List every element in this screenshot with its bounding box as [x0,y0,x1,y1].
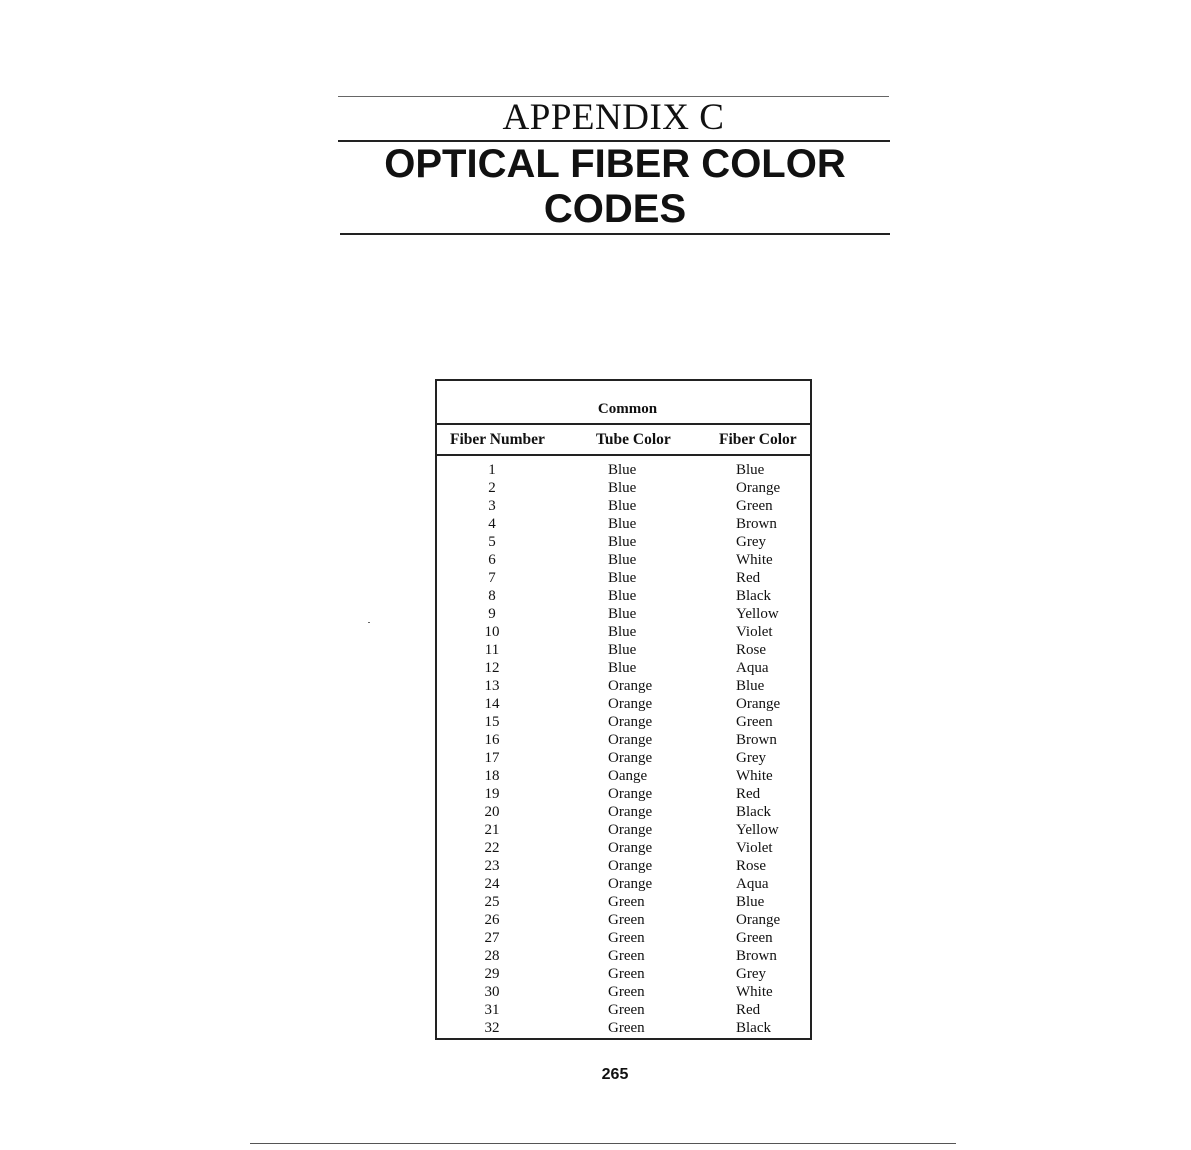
table-row [437,515,810,533]
tube-color-cell: Green [608,1002,645,1018]
fiber-number-cell: 18 [484,768,500,784]
fiber-number-cell: 15 [484,714,500,730]
table-row [437,497,810,515]
tube-color-cell: Blue [608,552,637,568]
table-row [437,551,810,569]
fiber-number-cell: 4 [488,516,496,532]
fiber-color-cell: Rose [736,858,766,874]
table-row [437,803,810,821]
fiber-number-cell: 17 [484,750,500,766]
fiber-color-cell: Orange [736,912,781,928]
tube-color-cell: Blue [608,606,637,622]
tube-color-cell: Green [608,1020,645,1036]
table-row [437,1001,810,1019]
fiber-number-cell: 9 [488,606,496,622]
fiber-color-cell: White [736,768,773,784]
fiber-number-cell: 11 [484,642,500,658]
table-row [437,731,810,749]
table-row [437,821,810,839]
fiber-number-cell: 19 [484,786,500,802]
fiber-number-cell: 23 [484,858,500,874]
tube-color-cell: Green [608,984,645,1000]
fiber-number-cell: 32 [484,1020,500,1036]
fiber-color-cell: Green [736,498,773,514]
header-rule [437,423,810,425]
tube-color-cell: Orange [608,840,653,856]
tube-color-cell: Blue [608,660,637,676]
group-header-common: Common [597,401,658,417]
table-row [437,605,810,623]
fiber-color-cell: Yellow [736,822,779,838]
fiber-number-cell: 31 [484,1002,500,1018]
tube-color-cell: Green [608,930,645,946]
fiber-number-cell: 8 [488,588,496,604]
tube-color-cell: Orange [608,732,653,748]
fiber-color-cell: Red [736,786,761,802]
tube-color-cell: Orange [608,786,653,802]
tube-color-cell: Orange [608,696,653,712]
fiber-number-cell: 1 [488,462,496,478]
fiber-color-cell: Brown [736,948,777,964]
table-row [437,929,810,947]
fiber-number-cell: 16 [484,732,500,748]
fiber-color-cell: Black [736,1020,771,1036]
fiber-color-cell: White [736,984,773,1000]
color-code-table [435,379,812,1040]
table-row [437,911,810,929]
tube-color-cell: Blue [608,642,637,658]
tube-color-cell: Blue [608,498,637,514]
table-row [437,893,810,911]
fiber-color-cell: Grey [736,750,766,766]
fiber-color-cell: Yellow [736,606,779,622]
fiber-number-cell: 14 [484,696,500,712]
table-row [437,461,810,479]
fiber-number-cell: 30 [484,984,500,1000]
fiber-color-cell: Orange [736,480,781,496]
fiber-number-cell: 29 [484,966,500,982]
fiber-color-cell: White [736,552,773,568]
tube-color-cell: Blue [608,588,637,604]
fiber-number-cell: 26 [484,912,500,928]
column-header-fiber-number: Fiber Number [450,431,545,448]
fiber-number-cell: 27 [484,930,500,946]
fiber-color-cell: Brown [736,516,777,532]
fiber-color-cell: Blue [736,894,765,910]
tube-color-cell: Blue [608,480,637,496]
tube-color-cell: Green [608,948,645,964]
fiber-color-cell: Black [736,804,771,820]
table-row [437,641,810,659]
tube-color-cell: Blue [608,516,637,532]
table-row [437,875,810,893]
fiber-number-cell: 3 [488,498,496,514]
table-row [437,623,810,641]
table-row [437,749,810,767]
fiber-number-cell: 10 [484,624,500,640]
table-row [437,677,810,695]
fiber-number-cell: 24 [484,876,500,892]
fiber-color-cell: Blue [736,462,765,478]
table-row [437,569,810,587]
column-header-tube-color: Tube Color [596,431,671,448]
table-row [437,947,810,965]
table-row [437,695,810,713]
fiber-color-cell: Red [736,570,761,586]
tube-color-cell: Orange [608,858,653,874]
title-bottom-rule [340,233,890,235]
column-header-fiber-color: Fiber Color [719,431,797,448]
fiber-color-cell: Grey [736,534,766,550]
tube-color-cell: Green [608,966,645,982]
fiber-color-cell: Brown [736,732,777,748]
tube-color-cell: Blue [608,624,637,640]
fiber-color-cell: Rose [736,642,766,658]
fiber-color-cell: Aqua [736,660,769,676]
tube-color-cell: Oange [608,768,648,784]
fiber-number-cell: 25 [484,894,500,910]
fiber-color-cell: Violet [736,624,773,640]
table-row [437,479,810,497]
footer-rule [250,1143,956,1144]
fiber-number-cell: 7 [488,570,496,586]
tube-color-cell: Orange [608,804,653,820]
table-row [437,983,810,1001]
page-title: OPTICAL FIBER COLOR CODES [384,142,846,231]
table-row [437,587,810,605]
tube-color-cell: Green [608,912,645,928]
fiber-number-cell: 20 [484,804,500,820]
scan-speck [368,622,370,623]
tube-color-cell: Orange [608,822,653,838]
table-row [437,857,810,875]
table-row [437,839,810,857]
fiber-number-cell: 28 [484,948,500,964]
tube-color-cell: Blue [608,570,637,586]
fiber-color-cell: Grey [736,966,766,982]
fiber-color-cell: Violet [736,840,773,856]
tube-color-cell: Blue [608,534,637,550]
page-number: 265 [601,1066,629,1083]
fiber-color-cell: Green [736,930,773,946]
fiber-color-cell: Blue [736,678,765,694]
fiber-number-cell: 6 [488,552,496,568]
tube-color-cell: Orange [608,750,653,766]
tube-color-cell: Green [608,894,645,910]
table-row [437,1019,810,1037]
tube-color-cell: Blue [608,462,637,478]
fiber-color-cell: Orange [736,696,781,712]
fiber-number-cell: 12 [484,660,500,676]
fiber-number-cell: 5 [488,534,496,550]
fiber-color-cell: Red [736,1002,761,1018]
tube-color-cell: Orange [608,714,653,730]
table-row [437,767,810,785]
header-bottom-rule [437,454,810,456]
fiber-color-cell: Aqua [736,876,769,892]
fiber-number-cell: 21 [484,822,500,838]
table-row [437,533,810,551]
table-row [437,713,810,731]
table-row [437,659,810,677]
fiber-color-cell: Black [736,588,771,604]
table-body [437,461,810,1037]
fiber-color-cell: Green [736,714,773,730]
table-row [437,785,810,803]
table-row [437,965,810,983]
tube-color-cell: Orange [608,678,653,694]
fiber-number-cell: 2 [488,480,496,496]
tube-color-cell: Orange [608,876,653,892]
fiber-number-cell: 13 [484,678,500,694]
fiber-number-cell: 22 [484,840,500,856]
appendix-label: APPENDIX C [502,97,725,138]
